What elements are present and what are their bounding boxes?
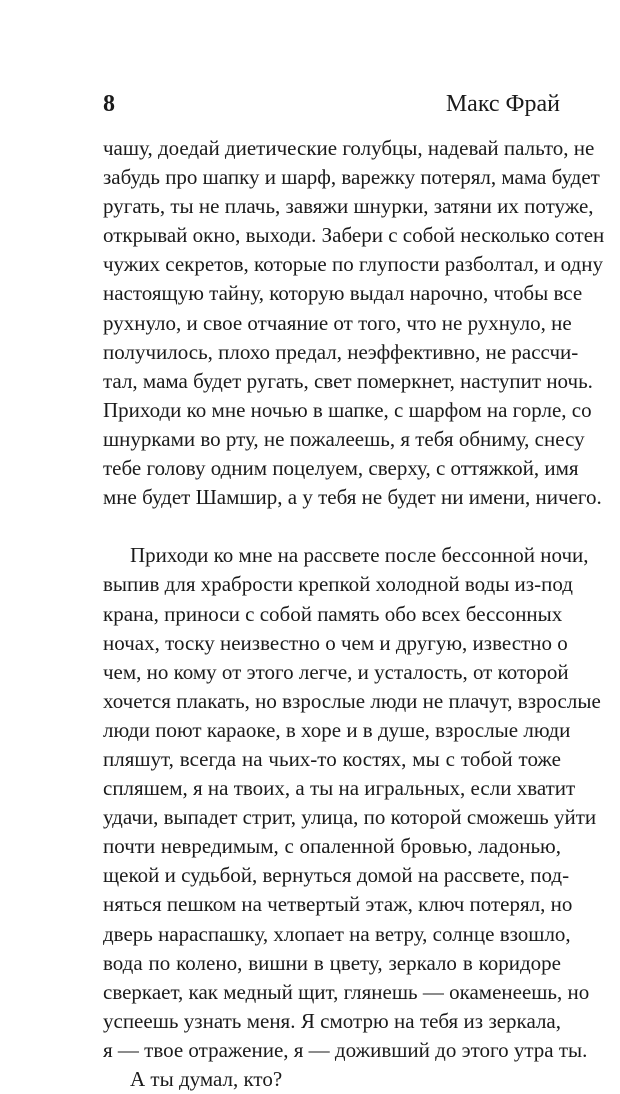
text-line: ночах, тоску неизвестно о чем и другую, известно о [103,630,568,655]
text-line: хочется плакать, но взрослые люди не плачут, взрослые [103,688,601,713]
text-line: спляшем, я на твоих, а ты на игральных, если хватит [103,776,576,801]
text-line: сверкает, как медный щит, глянешь — окаменеешь, но [103,979,590,1004]
text-line: шнурками во рту, не пожалеешь, я тебя обниму, снесу [103,426,585,451]
text-line: чужих секретов, которые по глупости разболтал, и одну [103,252,603,277]
text-line: А ты думал, кто? [130,1067,283,1091]
text-line: тебе голову одним поцелуем, сверху, с оттяжкой, имя [103,456,579,481]
text-line: удачи, выпадет стрит, улица, по которой сможешь уйти [103,805,597,830]
text-line: почти невредимым, с опаленной бровью, ладонью, [103,834,561,859]
text-line: чем, но кому от этого легче, и усталость, от которой [103,659,569,684]
text-line: Приходи ко мне ночью в шапке, с шарфом на горле, со [103,397,592,422]
text-line: тал, мама будет ругать, свет померкнет, наступит ночь. [103,368,593,393]
text-line: успеешь узнать меня. Я смотрю на тебя из зеркала, [103,1008,561,1033]
text-line: настоящую тайну, которую выдал нарочно, чтобы все [103,281,583,306]
paragraph-break [103,512,561,541]
body-text [103,134,605,1094]
text-line: люди поют караоке, в хоре и в душе, взрослые люди [103,717,571,742]
text-line: рухнуло, и свое отчаяние от того, что не рухнуло, не [103,310,572,335]
text-line: дверь нараспашку, хлопает на ветру, солнце взошло, [103,921,571,946]
text-line: забудь про шапку и шарф, варежку потерял, мама будет [103,165,600,190]
text-line: ругать, ты не плачь, завяжи шнурки, затяни их потуже, [103,194,594,219]
text-line: выпив для храбрости крепкой холодной воды из-под [103,572,573,597]
text-line: мне будет Шамшир, а у тебя не будет ни имени, ничего. [103,485,602,510]
text-line: получилось, плохо предал, неэффективно, не рассчи- [103,339,579,364]
text-line: я — твое отражение, я — доживший до этого утра ты. [103,1037,588,1062]
page-number: 8 [103,91,115,117]
text-line: пляшут, всегда на чьих-то костях, мы с тобой тоже [103,746,561,771]
text-line: крана, приноси с собой память обо всех бессонных [103,601,563,626]
text-line: няться пешком на четвертый этаж, ключ потерял, но [103,892,573,917]
text-line: вода по колено, вишни в цвету, зеркало в коридоре [103,950,561,975]
text-line: чашу, доедай диетические голубцы, надевай пальто, не [103,136,595,160]
running-head-author: Макс Фрай [445,91,560,117]
text-line: открывай окно, выходи. Забери с собой несколько сотен [103,223,605,248]
text-line: Приходи ко мне на рассвете после бессонной ночи, [130,543,589,568]
text-line: щекой и судьбой, вернуться домой на рассвете, под- [103,863,570,888]
